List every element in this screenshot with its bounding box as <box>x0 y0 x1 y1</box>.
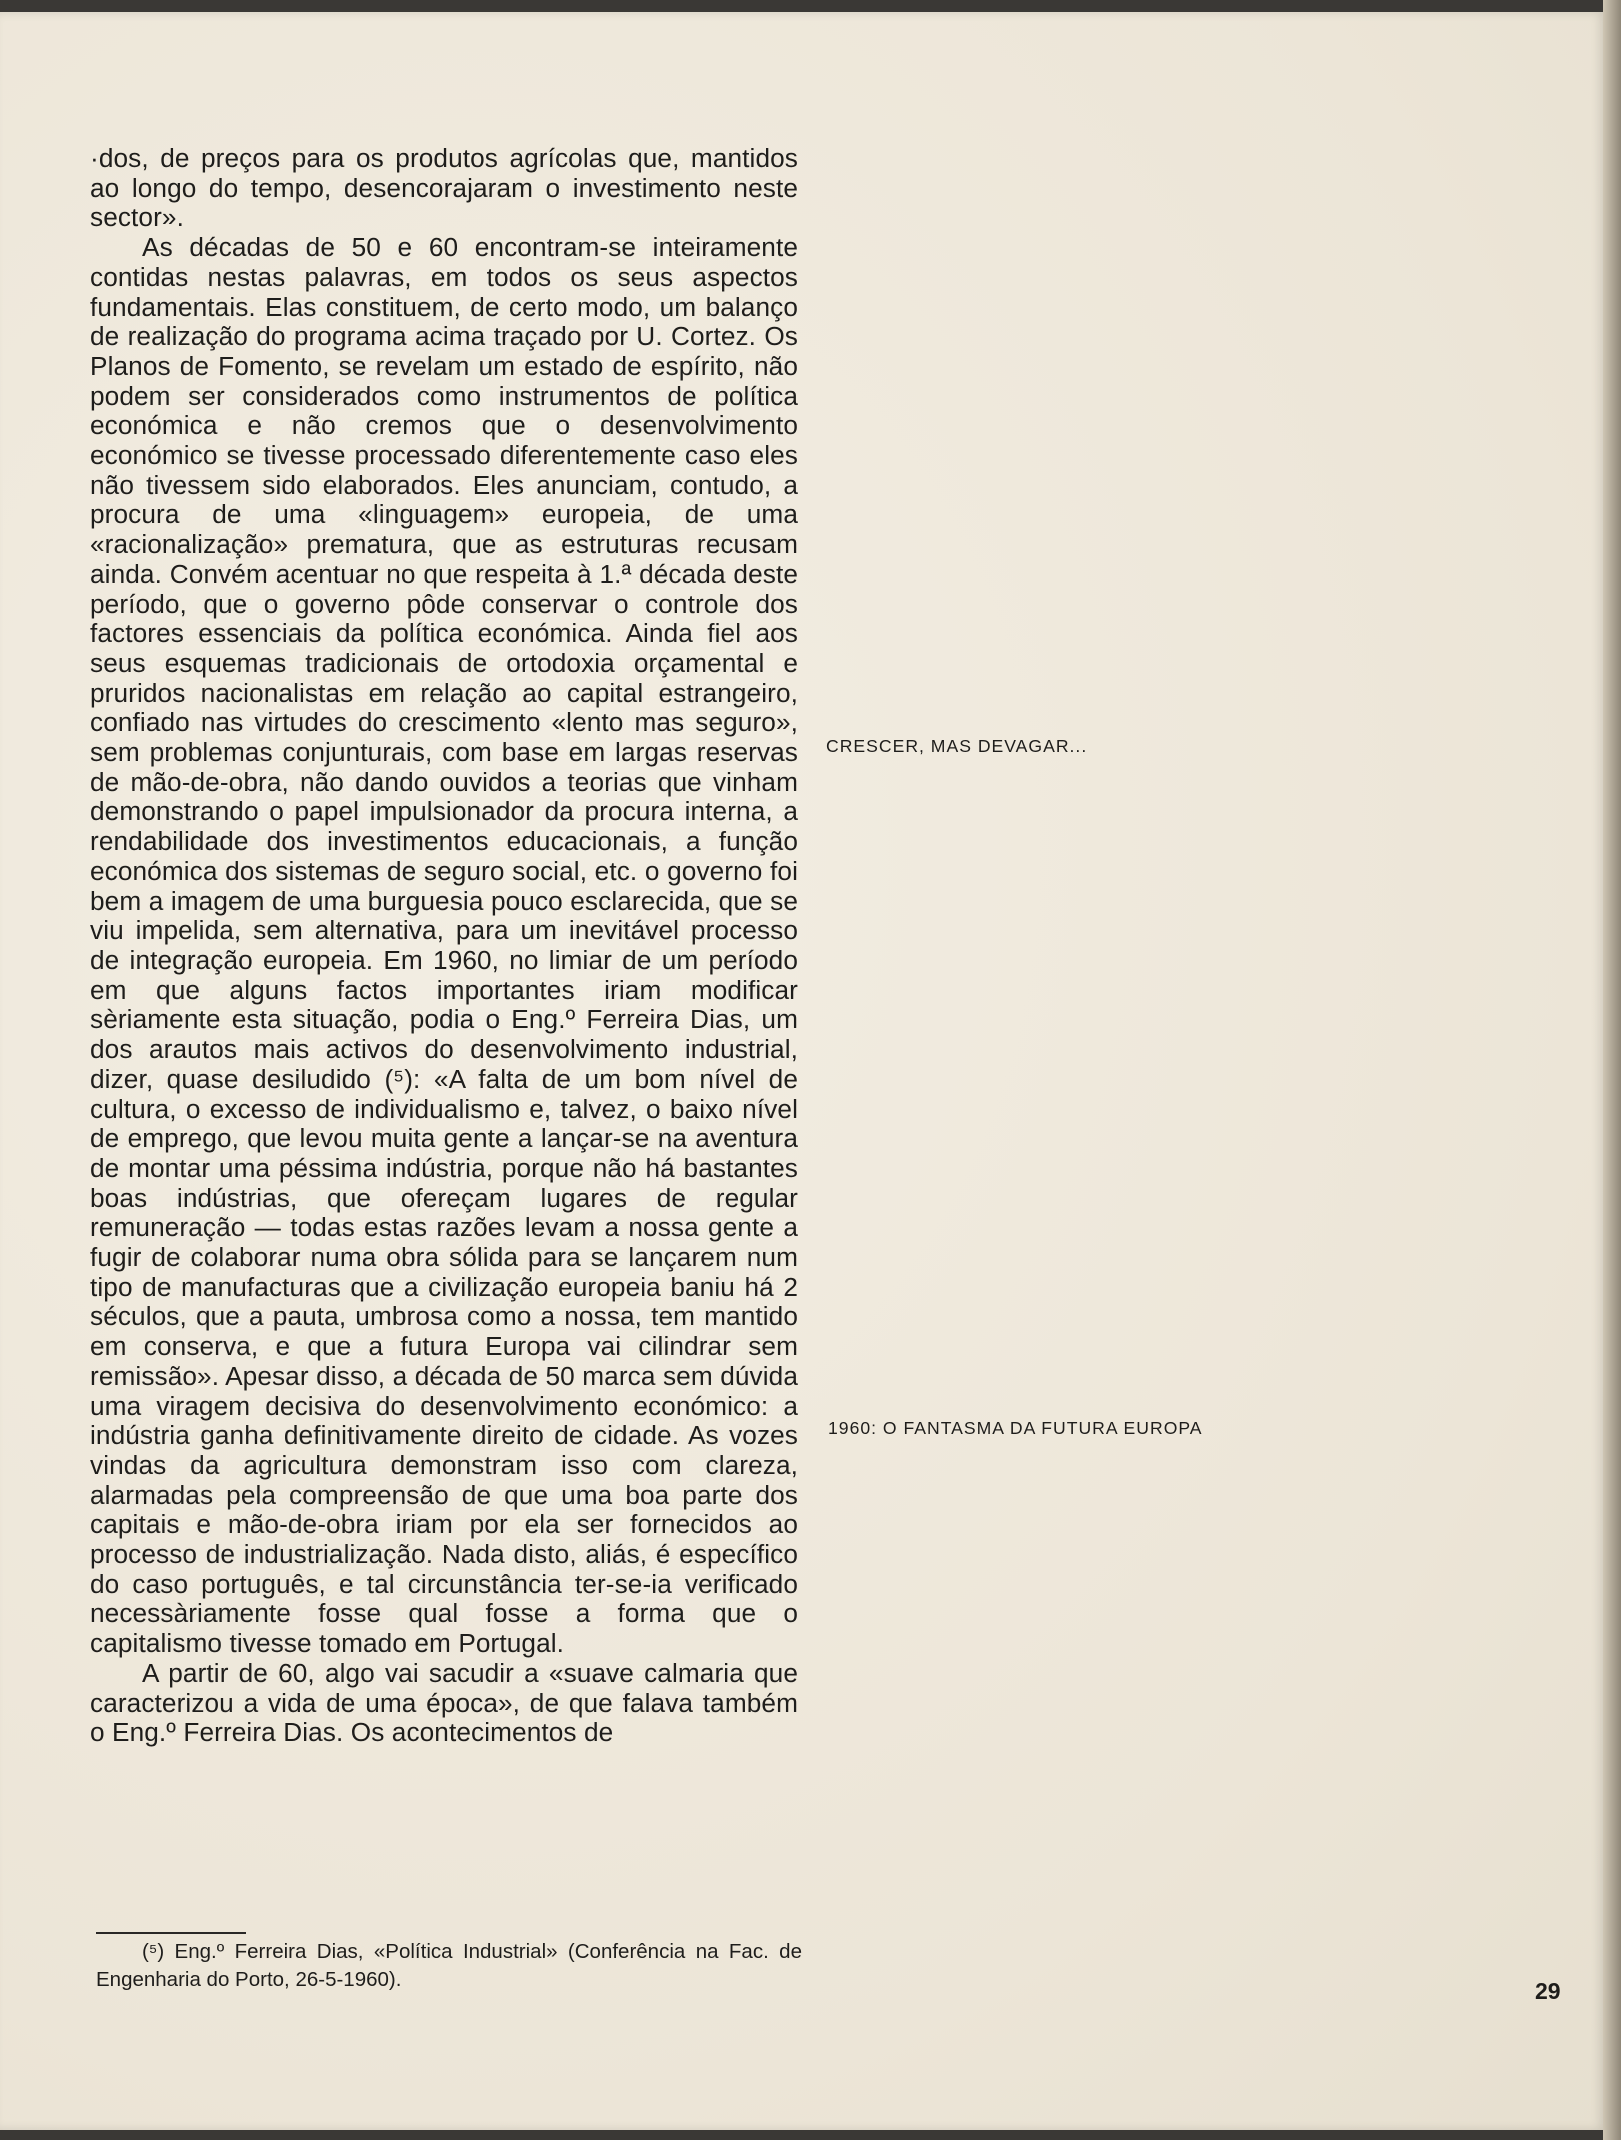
body-paragraph: A partir de 60, algo vai sacudir a «suave calmaria que caracterizou a vida de uma época», de que falava também o Eng.º Ferreira Dias. Os acontecimentos de <box>90 1657 798 1748</box>
footnote-text: (⁵) Eng.º Ferreira Dias, «Política Industrial» (Conferência na Fac. de Engenharia do Porto, 26-5-1960). <box>96 1940 802 1991</box>
page-edge <box>1603 0 1621 2140</box>
margin-note: CRESCER, MAS DEVAGAR... <box>826 736 1088 756</box>
page-number: 29 <box>1535 1978 1561 2004</box>
body-paragraph: ·dos, de preços para os produtos agrícolas que, mantidos ao longo do tempo, desencorajaram o investimento neste sector». <box>90 143 798 233</box>
main-text-column <box>90 144 798 1748</box>
margin-note: 1960: O FANTASMA DA FUTURA EUROPA <box>828 1418 1203 1438</box>
body-paragraph: As décadas de 50 e 60 encontram-se inteiramente contidas nestas palavras, em todos os seus aspectos fundamentais. Elas constituem, de certo modo, um balanço de realização do programa acima traçado por U. Cortez. Os Planos de Fomento, se revelam um estado de espírito, não podem ser considerados como instrumentos de política económica e não cremos que o desenvolvimento económico se tivesse processado diferentemente caso eles não tivessem sido elaborados. Eles anunciam, contudo, a procura de uma «linguagem» europeia, de uma «racionalização» prematura, que as estruturas recusam ainda. Convém acentuar no que respeita à 1.ª década deste período, que o governo pôde conservar o controle dos factores essenciais da política económica. Ainda fiel aos seus esquemas tradicionais de ortodoxia orçamental e pruridos nacionalistas em relação ao capital estrangeiro, confiado nas virtudes do crescimento «lento mas seguro», sem problemas conjunturais, com base em largas reservas de mão-de-obra, não dando ouvidos a teorias que vinham demonstrando o papel impulsionador da procura interna, a rendabilidade dos investimentos educacionais, a função económica dos sistemas de seguro social, etc. o governo foi bem a imagem de uma burguesia pouco esclarecida, que se viu impelida, sem alternativa, para um inevitável processo de integração europeia. Em 1960, no limiar de um período em que alguns factos importantes iriam modificar sèriamente esta situação, podia o Eng.º Ferreira Dias, um dos arautos mais activos do desenvolvimento industrial, dizer, quase desiludido (⁵): «A falta de um bom nível de cultura, o excesso de individualismo e, talvez, o baixo nível de emprego, que levou muita gente a lançar-se na aventura de montar uma péssima indústria, porque não há bastantes boas indústrias, que ofereçam lugares de regular remuneração — todas estas razões levam a nossa gente a fugir de colaborar numa obra sólida para se lançarem num tipo de manufacturas que a civilização europeia baniu há 2 séculos, que a pauta, umbrosa como a nossa, tem mantido em conserva, e que a futura Europa vai cilindrar sem remissão». Apesar disso, a década de 50 marca sem dúvida uma viragem decisiva do desenvolvimento económico: a indústria ganha definitivamente direito de cidade. As vozes vindas da agricultura demonstram isso com clareza, alarmadas pela compreensão de que uma boa parte dos capitais e mão-de-obra iriam por ela ser fornecidos ao processo de industrialização. Nada disto, aliás, é específico do caso português, e tal circunstância ter-se-ia verificado necessàriamente fosse qual fosse a forma que o capitalismo tivesse tomado em Portugal. <box>90 232 798 1659</box>
footnote <box>96 1938 802 1994</box>
footnote-divider <box>96 1932 246 1934</box>
document-page <box>0 12 1606 2130</box>
